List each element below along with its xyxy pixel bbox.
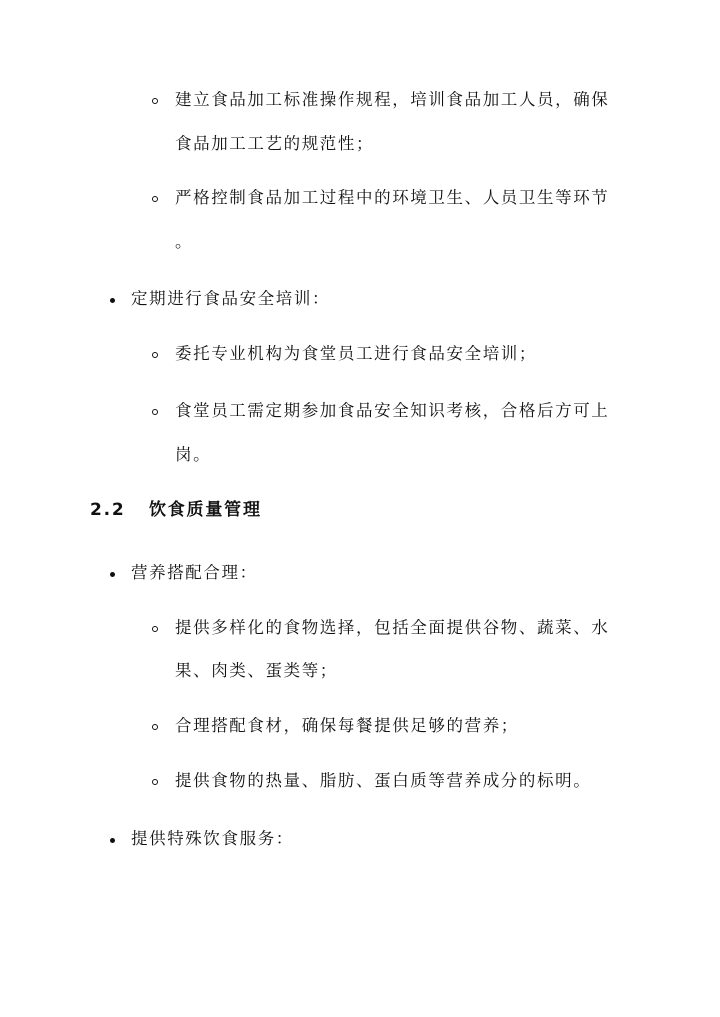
sub-item-text: 合理搭配食材，确保每餐提供足够的营养； [175,716,519,735]
sub-bullet-icon [152,626,158,632]
sub-item-text-continued: 岗。 [175,445,212,464]
section-number: 2.2 [90,500,126,520]
sub-bullet-icon [152,724,158,730]
bullet-item-text: 定期进行食品安全培训： [131,289,331,308]
sub-item-text: 严格控制食品加工过程中的环境卫生、人员卫生等环节 [175,188,610,207]
sub-item-text: 提供食物的热量、脂肪、蛋白质等营养成分的标明。 [175,771,592,790]
sub-item-text: 建立食品加工标准操作规程，培训食品加工人员，确保 [175,90,610,109]
sub-bullet-icon [152,779,158,785]
bullet-icon [110,572,115,577]
bullet-icon [110,838,115,843]
sub-item-text: 提供多样化的食物选择，包括全面提供谷物、蔬菜、水 [175,618,610,637]
sub-item-text-continued: 食品加工工艺的规范性； [175,134,375,153]
sub-item-text-continued: 果、肉类、蛋类等； [175,661,338,680]
sub-bullet-icon [152,196,158,202]
bullet-item-text: 营养搭配合理： [131,563,258,582]
sub-item-text: 食堂员工需定期参加食品安全知识考核，合格后方可上 [175,401,610,420]
sub-item-text-continued: 。 [175,232,194,251]
bullet-icon [110,298,115,303]
section-title: 饮食质量管理 [148,500,262,520]
section-heading [90,498,262,522]
bullet-item-text: 提供特殊饮食服务： [131,829,294,848]
sub-bullet-icon [152,98,158,104]
sub-bullet-icon [152,352,158,358]
sub-bullet-icon [152,409,158,415]
sub-item-text: 委托专业机构为食堂员工进行食品安全培训； [175,344,537,363]
